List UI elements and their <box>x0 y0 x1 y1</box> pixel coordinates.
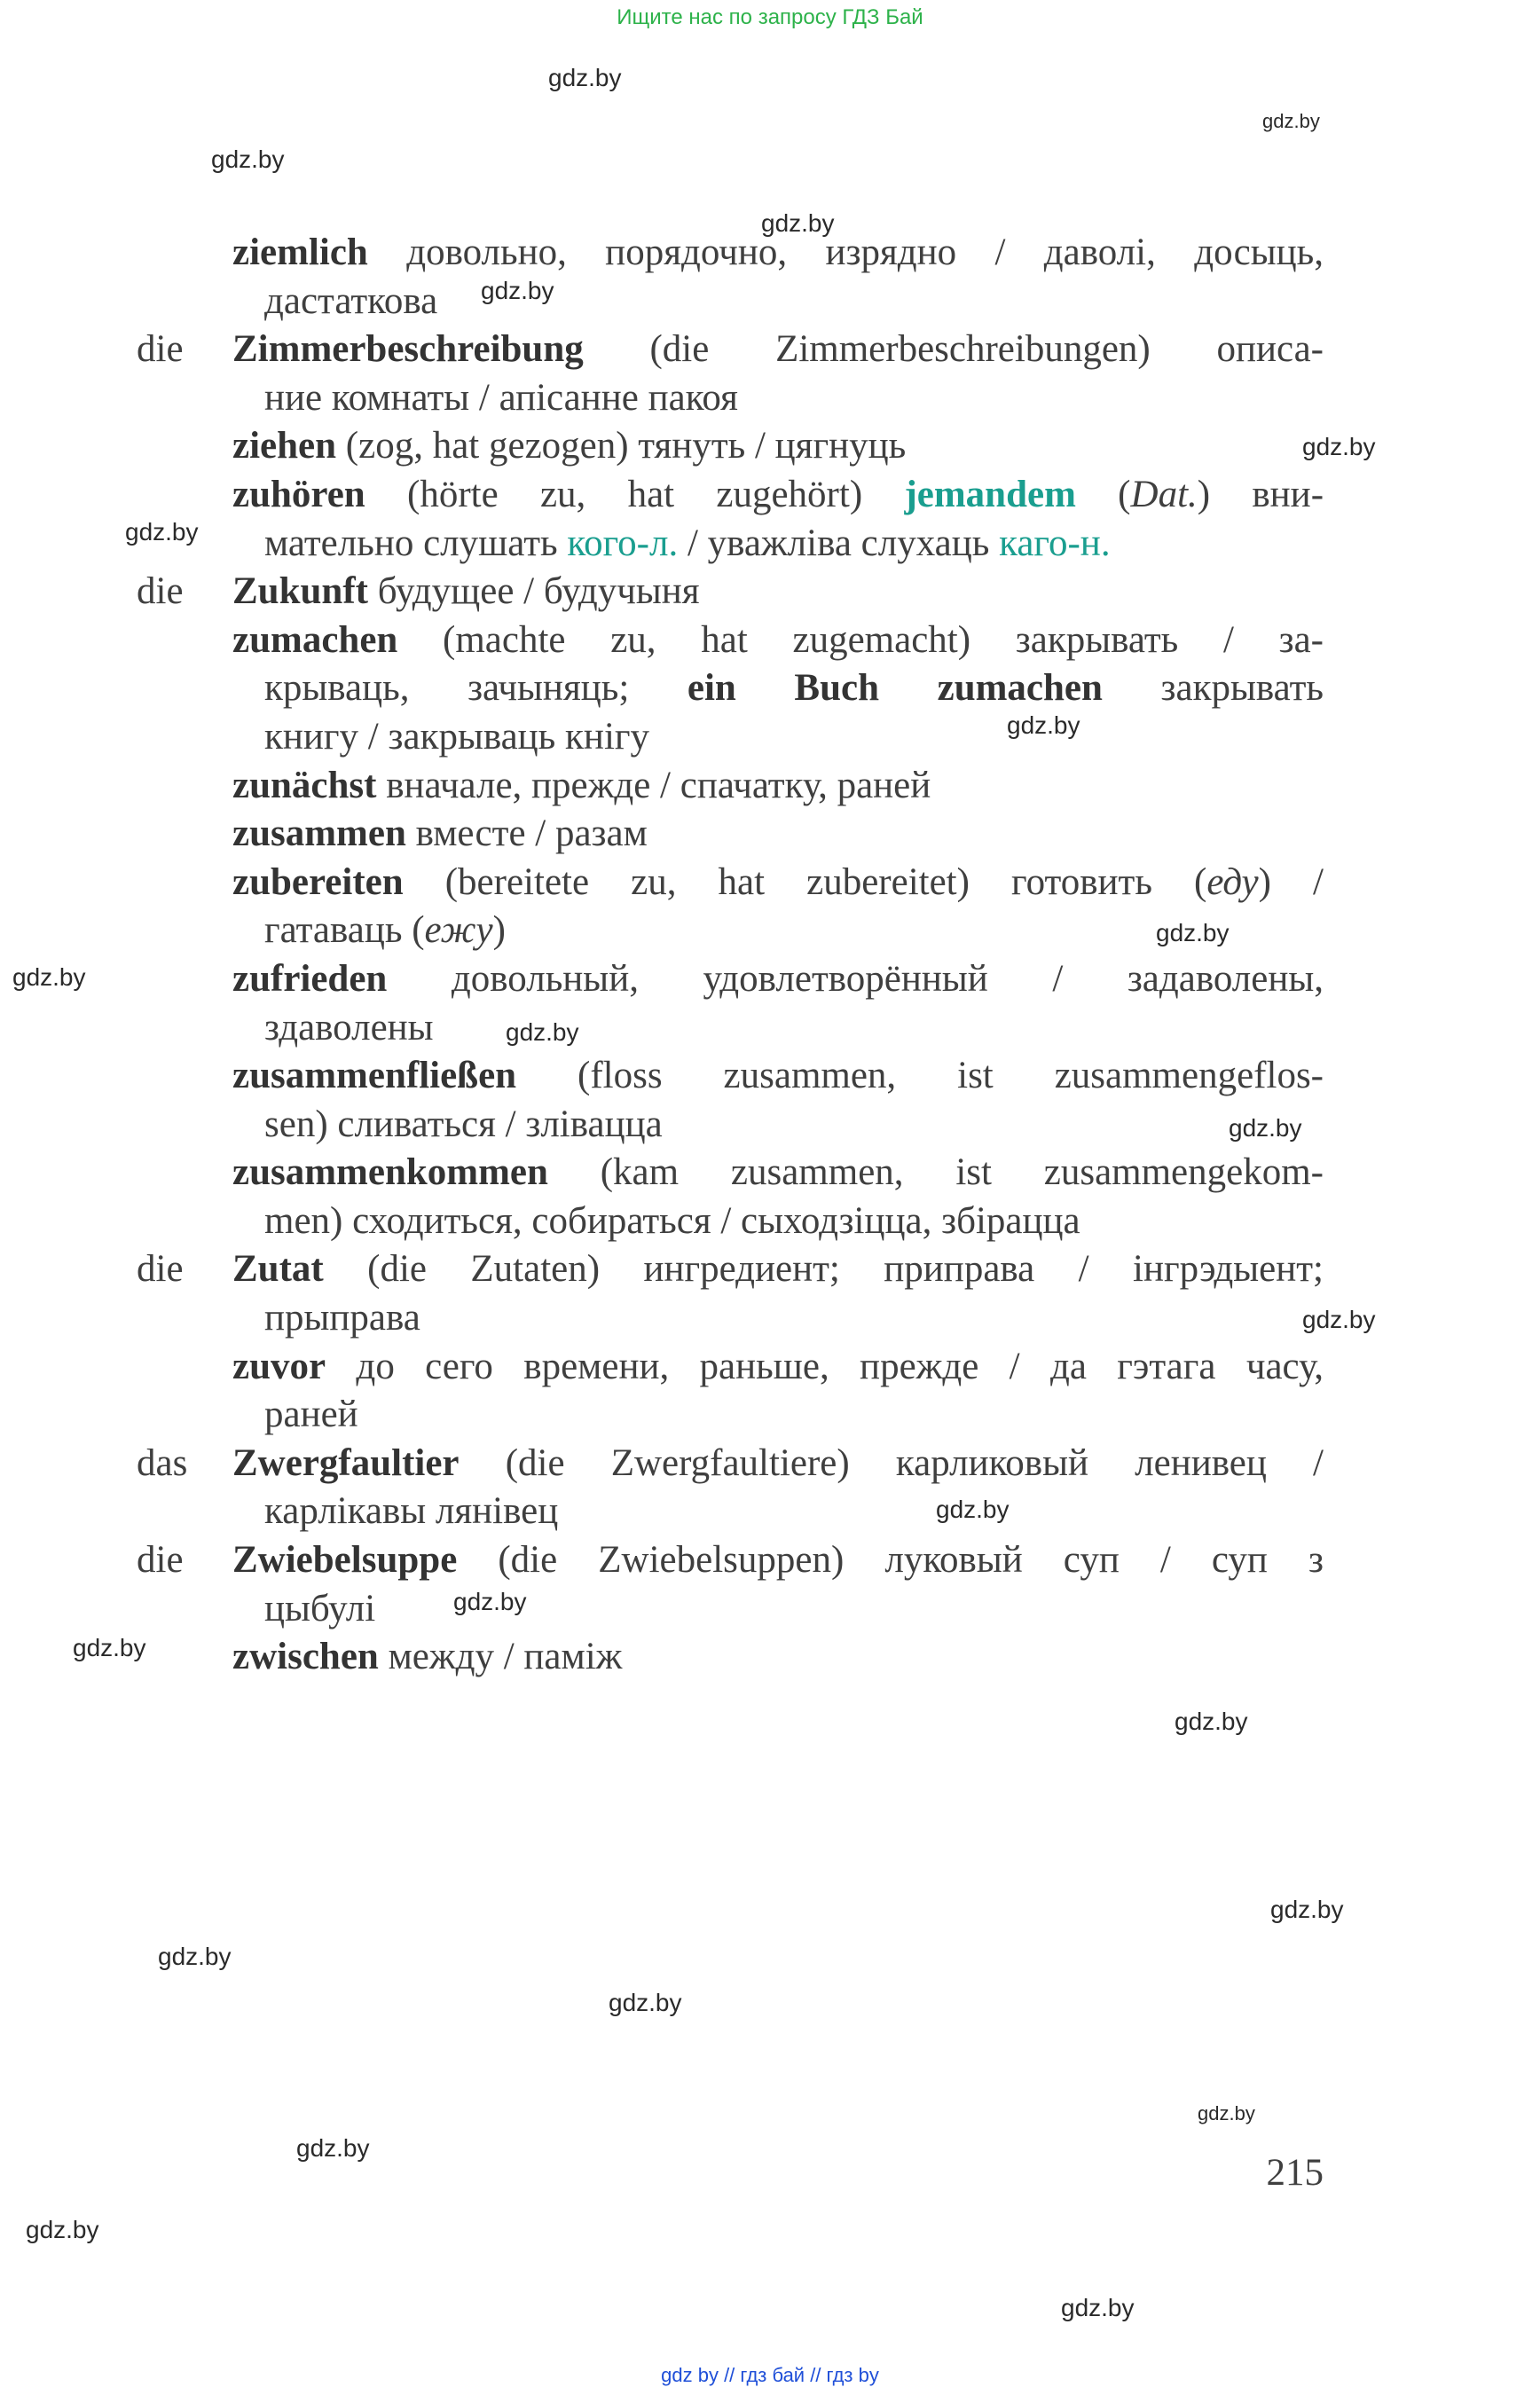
entry-first-line <box>0 1440 1540 1488</box>
watermark: gdz.by <box>296 2134 370 2162</box>
text-segment: вместе / разам <box>405 813 648 855</box>
text-segment: sen) сливаться / зліваццa <box>264 1103 663 1145</box>
watermark: gdz.by <box>761 209 835 237</box>
dictionary-entry <box>0 568 1540 616</box>
text-segment: вначале, прежде / спачатку, раней <box>376 764 931 806</box>
line-text <box>264 278 1324 326</box>
line-text <box>264 1391 1324 1440</box>
headword: zufrieden <box>232 957 388 1000</box>
entry-continuation-line <box>0 278 1540 326</box>
entry-continuation-line <box>0 374 1540 423</box>
highlighted-term: jemandem <box>904 473 1076 515</box>
line-text <box>232 859 1324 907</box>
dictionary-entry <box>0 859 1540 955</box>
watermark: gdz.by <box>1262 110 1320 132</box>
watermark: gdz.by <box>1270 1896 1344 1923</box>
article: die <box>137 1248 184 1291</box>
headword: Zwiebelsuppe <box>232 1539 458 1582</box>
text-segment: крываць, зачыняць; <box>264 667 688 710</box>
text-segment: (machte zu, hat zugemacht) закрывать / за- <box>397 618 1324 661</box>
line-text <box>264 1198 1324 1246</box>
entry-continuation-line <box>0 1585 1540 1634</box>
line-text <box>264 1585 1324 1634</box>
entry-continuation-line <box>0 907 1540 955</box>
dictionary-entry <box>0 762 1540 811</box>
text-segment: гатаваць ( <box>264 909 425 952</box>
entry-continuation-line <box>0 1101 1540 1150</box>
dictionary-entry <box>0 810 1540 859</box>
watermark: gdz.by <box>125 518 199 546</box>
dictionary-entry <box>0 1440 1540 1536</box>
watermark: gdz.by <box>1156 919 1230 946</box>
highlighted-term: кого-л. <box>567 522 679 564</box>
line-text <box>264 374 1324 423</box>
line-text <box>264 1294 1324 1343</box>
text-segment: дастаткова <box>264 279 438 322</box>
entry-first-line <box>0 1149 1540 1198</box>
search-banner[interactable]: Ищите нас по запросу ГДЗ Бай <box>617 5 923 29</box>
text-segment: будущее / будучыня <box>367 570 700 613</box>
headword: zusammenkommen <box>232 1151 548 1194</box>
dictionary-entry <box>0 1536 1540 1633</box>
watermark: gdz.by <box>506 1018 579 1046</box>
line-text <box>264 664 1324 713</box>
page-number: 215 <box>1266 2152 1324 2194</box>
text-segment: довольно, порядочно, изрядно / даволі, досыць, <box>367 232 1324 273</box>
entry-first-line <box>0 1536 1540 1585</box>
text-segment: между / паміж <box>378 1636 623 1678</box>
watermark: gdz.by <box>548 64 622 91</box>
entry-continuation-line <box>0 664 1540 713</box>
entry-first-line <box>0 955 1540 1004</box>
text-segment: закрывать <box>1102 667 1324 710</box>
text-segment: / уважліва слухаць <box>678 522 1000 564</box>
article: die <box>137 1539 184 1582</box>
headword: Zimmerbeschreibung <box>232 328 584 371</box>
watermark: gdz.by <box>1007 711 1080 739</box>
dictionary-entry <box>0 955 1540 1052</box>
line-text <box>264 713 1324 762</box>
text-segment: ) / <box>1258 860 1324 903</box>
line-text <box>232 1052 1324 1101</box>
line-text <box>232 955 1324 1004</box>
watermark: gdz.by <box>936 1496 1010 1523</box>
text-segment: до сего времени, раньше, прежде / да гэтага часу, <box>326 1345 1324 1387</box>
watermark: gdz.by <box>1175 1708 1248 1735</box>
entry-continuation-line <box>0 1004 1540 1053</box>
text-segment: (zog, hat gezogen) тянуть / цягнуць <box>336 425 907 467</box>
line-text <box>232 616 1324 665</box>
text-segment: Dat. <box>1130 473 1198 515</box>
line-text <box>264 1101 1324 1150</box>
line-text <box>264 520 1324 569</box>
line-text <box>232 471 1324 520</box>
dictionary-entry <box>0 1052 1540 1149</box>
line-text <box>232 326 1324 374</box>
article: die <box>137 570 184 613</box>
text-segment: (die Zwiebelsuppen) луковый суп / суп з <box>457 1539 1324 1582</box>
entry-first-line <box>0 762 1540 811</box>
watermark: gdz.by <box>609 1989 682 2016</box>
text-segment: (floss zusammen, ist zusammengeflos- <box>516 1055 1324 1097</box>
article: das <box>137 1441 188 1484</box>
headword: Zukunft <box>232 570 368 613</box>
dictionary-entry <box>0 326 1540 422</box>
entry-first-line <box>0 471 1540 520</box>
text-segment: довольный, удовлетворённый / задаволены, <box>387 957 1324 1000</box>
text-segment: цыбулі <box>264 1587 376 1629</box>
watermark: gdz.by <box>1302 433 1376 460</box>
line-text <box>232 810 1324 859</box>
text-segment: ) <box>492 909 506 952</box>
text-segment: (die Zutaten) ингредиент; приправа / інгрэдыент; <box>323 1248 1324 1291</box>
entry-first-line <box>0 1633 1540 1682</box>
headword: zwischen <box>232 1636 379 1678</box>
dictionary-entry <box>0 471 1540 568</box>
text-segment: мательно слушать <box>264 522 568 564</box>
entry-continuation-line <box>0 1488 1540 1536</box>
headword: Zwergfaultier <box>232 1441 460 1484</box>
dictionary-entry <box>0 229 1540 326</box>
highlighted-term: каго-н. <box>999 522 1111 564</box>
text-segment: (die Zimmerbeschreibungen) описа- <box>583 328 1324 371</box>
line-text <box>232 1343 1324 1392</box>
text-segment: еду <box>1206 860 1259 903</box>
line-text <box>232 1245 1324 1294</box>
text-segment: (hörte zu, hat zugehört) <box>365 473 905 515</box>
text-segment: раней <box>264 1394 358 1436</box>
watermark: gdz.by <box>1198 2102 1255 2124</box>
headword: zuhören <box>232 473 365 515</box>
headword: zusammen <box>232 813 406 855</box>
text-segment: книгу / закрываць кнігу <box>264 715 650 758</box>
line-text <box>232 1633 1324 1682</box>
watermark: gdz.by <box>1061 2294 1135 2321</box>
line-text <box>264 1488 1324 1536</box>
line-text <box>232 1440 1324 1488</box>
headword: Zutat <box>232 1248 324 1291</box>
entry-first-line <box>0 616 1540 665</box>
line-text <box>264 1004 1324 1053</box>
headword: zusammenfließen <box>232 1055 517 1097</box>
watermark: gdz.by <box>12 963 86 991</box>
headword: zubereiten <box>232 860 404 903</box>
line-text <box>232 762 1324 811</box>
article: die <box>137 328 184 371</box>
text-segment: прыправа <box>264 1297 420 1339</box>
entry-first-line <box>0 568 1540 616</box>
entry-continuation-line <box>0 713 1540 762</box>
watermark: gdz.by <box>158 1943 232 1970</box>
line-text <box>232 422 1324 471</box>
headword: ziehen <box>232 425 337 467</box>
entry-continuation-line <box>0 1198 1540 1246</box>
text-segment: (bereitete zu, hat zubereitet) готовить ( <box>403 860 1207 903</box>
headword: zumachen <box>232 618 398 661</box>
headword: zuvor <box>232 1345 326 1387</box>
dictionary-entry <box>0 1149 1540 1245</box>
dictionary-entry <box>0 616 1540 762</box>
watermark: gdz.by <box>73 1634 146 1661</box>
headword: ziemlich <box>232 232 368 273</box>
watermark: gdz.by <box>1302 1306 1376 1333</box>
line-text <box>232 1536 1324 1585</box>
entry-first-line <box>0 326 1540 374</box>
text-segment: ние комнаты / апісанне пакоя <box>264 376 738 419</box>
text-segment: карлікавы лянівец <box>264 1490 559 1533</box>
watermark: gdz.by <box>1229 1114 1302 1142</box>
footer-links[interactable]: gdz by // гдз бай // гдз by <box>661 2364 879 2386</box>
watermark: gdz.by <box>26 2216 99 2243</box>
entry-first-line <box>0 859 1540 907</box>
text-segment: ) вни- <box>1197 473 1324 515</box>
headword: zunächst <box>232 764 377 806</box>
text-segment: ( <box>1075 473 1131 515</box>
line-text <box>232 568 1324 616</box>
text-segment: (die Zwergfaultiere) карликовый ленивец / <box>459 1441 1324 1484</box>
headword: ein Buch zumachen <box>687 667 1103 710</box>
entry-first-line <box>0 1052 1540 1101</box>
dictionary-entry <box>0 1633 1540 1682</box>
watermark: gdz.by <box>453 1588 527 1615</box>
entry-first-line <box>0 1245 1540 1294</box>
watermark: gdz.by <box>481 277 554 304</box>
text-segment: men) сходиться, собираться / сыходзіцца, збірацца <box>264 1199 1080 1242</box>
entry-continuation-line <box>0 1391 1540 1440</box>
entry-first-line <box>0 1343 1540 1392</box>
text-segment: ежу <box>424 909 493 952</box>
text-segment: (kam zusammen, ist zusammengekom- <box>547 1151 1324 1194</box>
text-segment: здаволены <box>264 1006 434 1048</box>
dictionary-entry <box>0 1343 1540 1440</box>
line-text <box>232 1149 1324 1198</box>
entry-first-line <box>0 810 1540 859</box>
watermark: gdz.by <box>211 145 285 173</box>
entry-continuation-line <box>0 520 1540 569</box>
